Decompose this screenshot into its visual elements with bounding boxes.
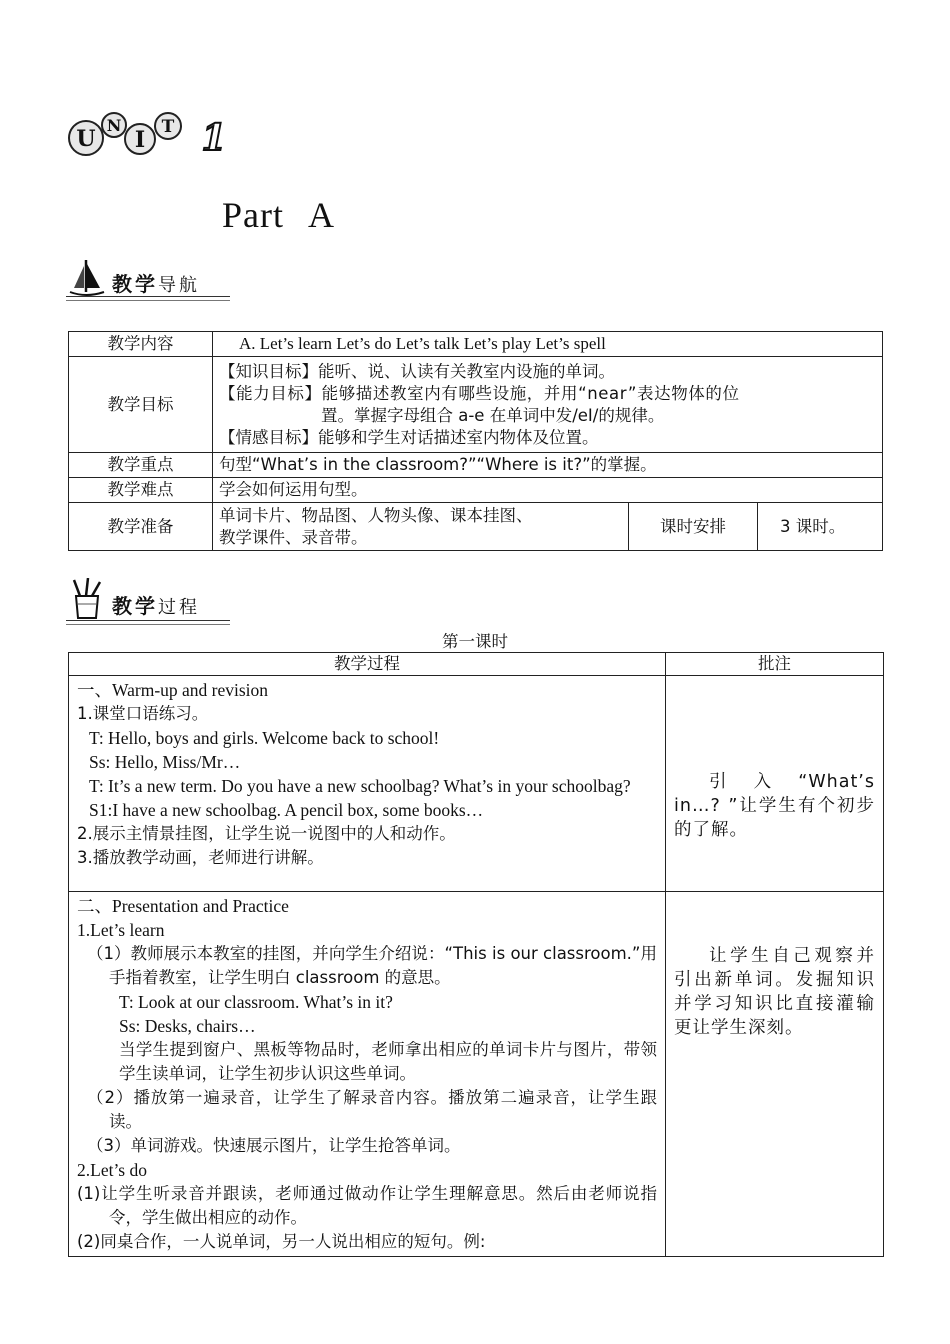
unit-letter-i: I	[134, 127, 146, 153]
process-header-row	[69, 653, 884, 676]
prep-label: 教学准备	[69, 503, 213, 551]
step-line: 当学生提到窗户、黑板等物品时，老师拿出相应的单词卡片与图片，带领学生读单词，让学生初步认识这些单词。	[119, 1040, 657, 1083]
warmup-steps	[69, 676, 666, 892]
step-line: 3.播放教学动画，老师进行讲解。	[77, 848, 324, 867]
dialogue-line: S1:I have a new schoolbag. A pencil box, some books…	[89, 800, 484, 820]
guide-heading-light: 导航	[158, 275, 200, 296]
warmup-note-cell	[666, 676, 884, 892]
unit-letter-t: T	[161, 117, 175, 137]
step-line: （2）播放第一遍录音，让学生了解录音内容。播放第二遍录音，让学生跟读。	[87, 1088, 657, 1131]
lesson-info-table	[68, 331, 883, 551]
part-title	[222, 194, 349, 236]
section-heading: 二、Presentation and Practice	[77, 896, 289, 916]
prep-value-line2: 教学课件、录音带。	[219, 527, 368, 547]
dialogue-line: T: It’s a new term. Do you have a new schoolbag? What’s in your schoolbag?	[89, 776, 631, 796]
difficulty-row	[69, 478, 883, 503]
unit-number: 1	[201, 117, 227, 159]
heading-rule	[66, 296, 230, 297]
dialogue-line: Ss: Desks, chairs…	[119, 1016, 256, 1036]
unit-logo	[66, 108, 236, 168]
unit-letter-u: U	[76, 126, 96, 152]
step-line: （1）教师展示本教室的挂图，并向学生介绍说：“This is our classroom.”用手指着教室，让学生明白 classroom 的意思。	[87, 944, 657, 987]
unit-letter-n: N	[106, 116, 122, 135]
guide-heading-main: 教学	[112, 272, 158, 296]
presentation-note-cell	[666, 892, 884, 1257]
step-line: (1)让学生听录音并跟读，老师通过做动作让学生理解意思。然后由老师说指令，学生做出相应的动作。	[77, 1184, 657, 1227]
schedule-value: 3 课时。	[758, 503, 883, 551]
presentation-note: 让学生自己观察并引出新单词。发掘知识并学习知识比直接灌输更让学生深刻。	[674, 946, 875, 1038]
lesson-title: 第一课时	[442, 632, 508, 651]
part-word: Part	[222, 195, 284, 235]
heading-rule-thin	[66, 300, 230, 301]
goal-knowledge: 【知识目标】能听、说、认读有关教室内设施的单词。	[219, 361, 615, 381]
goals-label: 教学目标	[69, 357, 213, 453]
key-row	[69, 453, 883, 478]
process-row-presentation	[69, 892, 884, 1257]
prep-value	[213, 503, 629, 551]
goal-emotion: 【情感目标】能够和学生对话描述室内物体及位置。	[219, 427, 599, 447]
dialogue-line: T: Look at our classroom. What’s in it?	[119, 992, 393, 1012]
process-heading-main: 教学	[112, 594, 158, 618]
goals-value	[213, 357, 883, 453]
goal-ability-line2: 置。掌握字母组合 a-e 在单词中发/eI/的规律。	[321, 405, 665, 425]
unit-badge-graphic	[66, 108, 236, 168]
guide-heading	[66, 256, 236, 306]
pencil-cup-icon	[66, 578, 112, 622]
dialogue-line: T: Hello, boys and girls. Welcome back to school!	[89, 728, 440, 748]
warmup-note: 引入“What’s in…? ”让学生有个初步的了解。	[674, 772, 875, 840]
process-table	[68, 652, 884, 1257]
goals-row	[69, 357, 883, 453]
sailboat-icon	[66, 256, 112, 298]
section-heading: 一、Warm-up and revision	[77, 680, 269, 700]
step-line: 2.展示主情景挂图，让学生说一说图中的人和动作。	[77, 824, 456, 843]
step-line: 1.课堂口语练习。	[77, 704, 209, 723]
step-line: 2.Let’s do	[77, 1160, 147, 1180]
step-line: （3）单词游戏。快速展示图片，让学生抢答单词。	[87, 1136, 461, 1155]
process-heading	[66, 578, 236, 628]
presentation-steps	[69, 892, 666, 1257]
heading-rule-thin	[66, 624, 230, 625]
dialogue-line: Ss: Hello, Miss/Mr…	[89, 752, 241, 772]
content-label: 教学内容	[69, 332, 213, 357]
heading-rule	[66, 620, 230, 621]
part-letter: A	[308, 195, 335, 235]
prep-row	[69, 503, 883, 551]
step-line: 1.Let’s learn	[77, 920, 165, 940]
process-heading-light: 过程	[158, 597, 200, 618]
goal-ability-line1: 【能力目标】能够描述教室内有哪些设施，并用“near”表达物体的位	[219, 383, 740, 403]
difficulty-value: 学会如何运用句型。	[213, 478, 883, 503]
process-col-header: 教学过程	[69, 653, 666, 676]
key-label: 教学重点	[69, 453, 213, 478]
step-line: (2)同桌合作，一人说单词，另一人说出相应的短句。例:	[77, 1232, 486, 1251]
difficulty-label: 教学难点	[69, 478, 213, 503]
process-row-warmup	[69, 676, 884, 892]
notes-col-header: 批注	[666, 653, 884, 676]
schedule-label: 课时安排	[629, 503, 758, 551]
key-value: 句型“What’s in the classroom?”“Where is it?”的掌握。	[213, 453, 883, 478]
guide-heading-text	[112, 268, 200, 297]
process-heading-text	[112, 590, 200, 619]
content-value: A. Let’s learn Let’s do Let’s talk Let’s play Let’s spell	[213, 332, 883, 357]
content-row	[69, 332, 883, 357]
prep-value-line1: 单词卡片、物品图、人物头像、课本挂图、	[219, 505, 533, 525]
